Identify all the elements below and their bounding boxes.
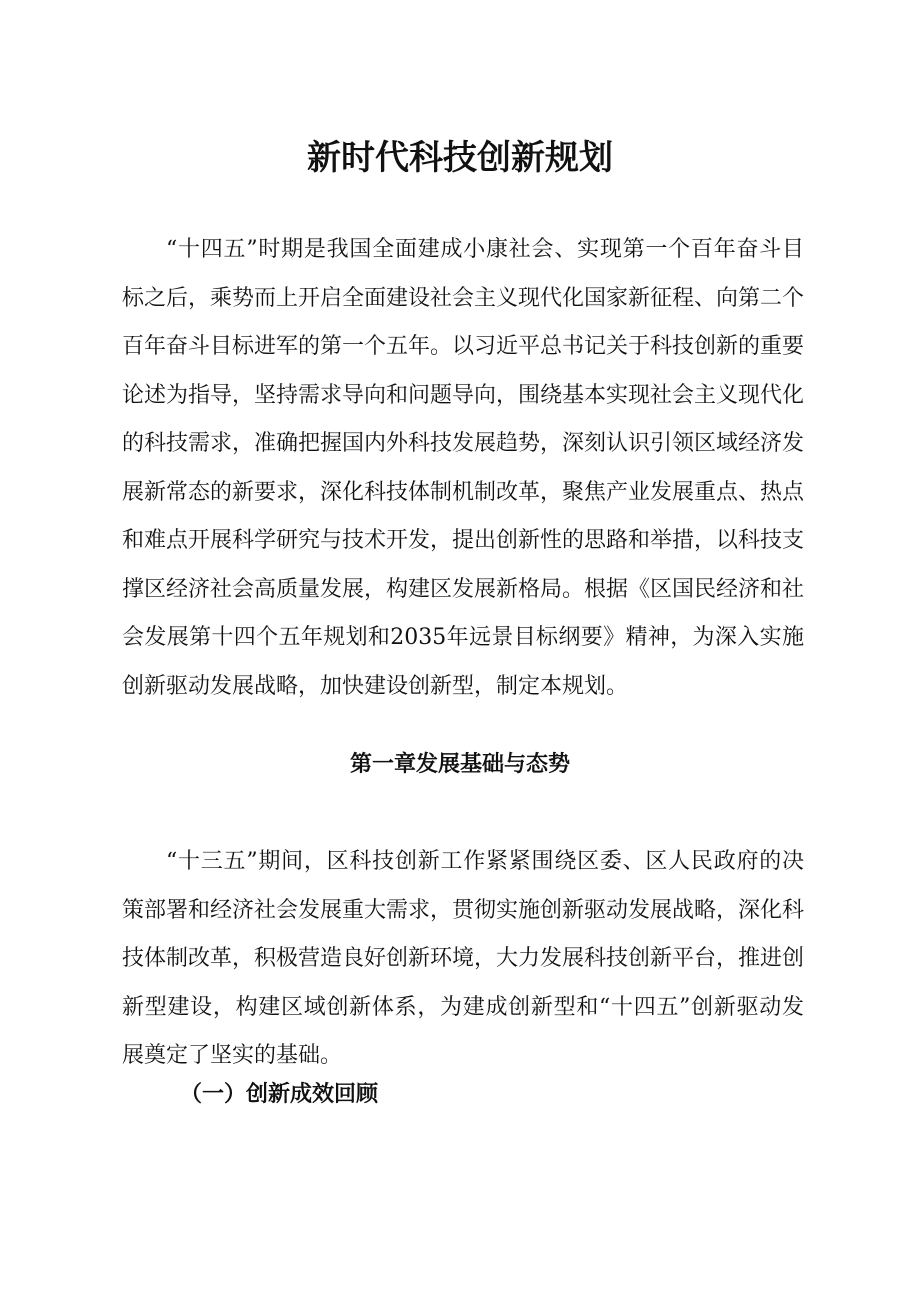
section-heading: （一）创新成效回顾 xyxy=(180,1081,379,1107)
chapter-heading: 第一章发展基础与态势 xyxy=(349,751,570,777)
intro-paragraph: “十四五”时期是我国全面建成小康社会、实现第一个百年奋斗目标之后，乘势而上开启全面建设社会主义现代化国家新征程、向第二个百年奋斗目标进军的第一个五年。以习近平总书记关于科技创新的重要论述为指导，坚持需求导向和问题导向，围绕基本实现社会主义现代化的科技需求，准确把握国内外科技发展趋势，深刻认识引领区域经济发展新常态的新要求，深化科技体制机制改革，聚焦产业发展重点、热点和难点开展科学研究与技术开发，提出创新性的思路和举措，以科技支撑区经济社会高质量发展，构建区发展新格局。根据《区国民经济和社会发展第十四个五年规划和2035年远景目标纲要》精神，为深入实施创新驱动发展战略，加快建设创新型，制定本规划。 xyxy=(122,237,805,699)
chapter-paragraph: “十三五”期间，区科技创新工作紧紧围绕区委、区人民政府的决策部署和经济社会发展重大需求，贯彻实施创新驱动发展战略，深化科技体制改革，积极营造良好创新环境，大力发展科技创新平台，推进创新型建设，构建区域创新体系，为建成创新型和“十四五”创新驱动发展奠定了坚实的基础。 xyxy=(122,849,805,1068)
document-title: 新时代科技创新规划 xyxy=(307,138,613,178)
